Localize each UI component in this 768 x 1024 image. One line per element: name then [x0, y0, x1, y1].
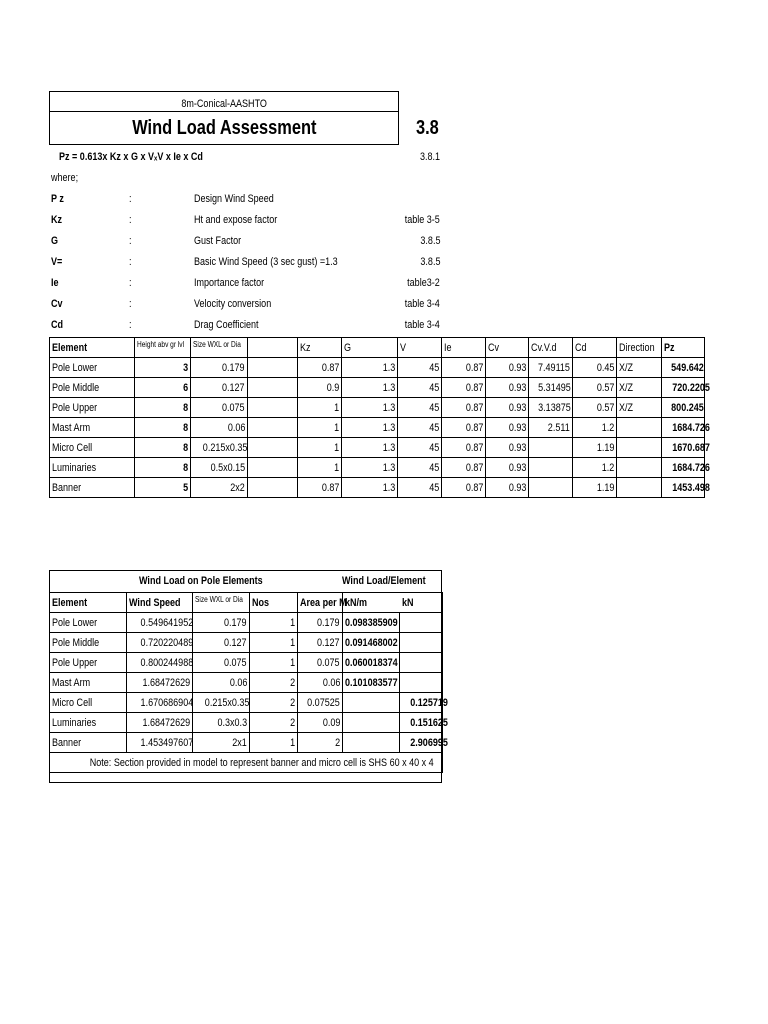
col-header: kN: [400, 593, 443, 613]
table-cell: 0.125719: [400, 693, 443, 713]
table-cell: 0.93: [486, 438, 529, 458]
table-cell: 0.5x0.15: [191, 458, 248, 478]
table-cell: 0.215x0.35: [193, 693, 250, 713]
table-cell: 1: [250, 653, 298, 673]
col-header: Nos: [250, 593, 298, 613]
table-cell: 0.101083577: [343, 673, 400, 693]
table-cell: 0.87: [442, 478, 486, 498]
table-cell: 0.075: [298, 653, 343, 673]
table-cell: [529, 438, 573, 458]
col-header: Cv: [486, 338, 529, 358]
def-description: Ht and expose factor: [194, 214, 278, 226]
table-cell: 2x1: [193, 733, 250, 753]
table-row: [50, 633, 443, 653]
table-cell: 1.68472629: [127, 673, 193, 693]
col-header: Height abv gr lvl: [135, 338, 191, 358]
table-cell: 3: [135, 358, 191, 378]
table-cell: [400, 653, 443, 673]
table-cell: Mast Arm: [50, 673, 127, 693]
table-cell: 0.800244988: [127, 653, 193, 673]
table-cell: 0.93: [486, 378, 529, 398]
def-colon: :: [129, 319, 132, 331]
table-row: [50, 358, 705, 378]
table-cell: 1684.726: [662, 458, 705, 478]
table-row: [50, 613, 443, 633]
table-cell: 0.075: [191, 398, 248, 418]
page-title: Wind Load Assessment: [131, 117, 317, 139]
table-cell: 1.3: [342, 458, 398, 478]
table-cell: 0.87: [442, 458, 486, 478]
def-symbol: Kz: [51, 214, 63, 226]
col-header: [248, 338, 298, 358]
table-cell: X/Z: [617, 358, 662, 378]
section-note: Note: Section provided in model to represent banner and micro cell is SHS 60 x 40 x 4: [50, 753, 443, 773]
def-colon: :: [129, 256, 132, 268]
def-reference: table 3-5: [404, 214, 440, 226]
table-cell: Pole Upper: [50, 398, 135, 418]
table-cell: Pole Lower: [50, 613, 127, 633]
def-symbol: Ie: [51, 277, 59, 289]
wind-load-table: [49, 337, 710, 498]
def-symbol: V=: [51, 256, 63, 268]
table-cell: 45: [398, 398, 442, 418]
table-cell: 1.2: [573, 458, 617, 478]
section-number: 3.8: [416, 117, 439, 139]
def-reference: table3-2: [407, 277, 440, 289]
table-cell: [400, 633, 443, 653]
table-row: [50, 478, 705, 498]
table-cell: 7.49115: [529, 358, 573, 378]
def-description: Design Wind Speed: [194, 193, 274, 205]
table-cell: 0.3x0.3: [193, 713, 250, 733]
table-cell: [617, 478, 662, 498]
table-cell: Pole Lower: [50, 358, 135, 378]
table-row: [50, 438, 705, 458]
table-cell: 1453.498: [662, 478, 705, 498]
table-row: [50, 713, 443, 733]
table-cell: 1.68472629: [127, 713, 193, 733]
table-cell: [343, 713, 400, 733]
table-cell: 0.93: [486, 358, 529, 378]
col-header: Ie: [442, 338, 486, 358]
def-description: Velocity conversion: [194, 298, 272, 310]
pole-elements-table: [49, 592, 448, 773]
def-description: Importance factor: [194, 277, 265, 289]
table-cell: 45: [398, 438, 442, 458]
table-cell: 0.93: [486, 398, 529, 418]
table-cell: 0.098385909: [343, 613, 400, 633]
table-cell: 0.87: [298, 478, 342, 498]
table-cell: 6: [135, 378, 191, 398]
table-row: [50, 673, 443, 693]
def-reference: 3.8.5: [419, 256, 440, 268]
formula: Pz = 0.613x Kz x G x VₓV x Ie x Cd: [59, 151, 203, 163]
table-row: [50, 458, 705, 478]
table-cell: 0.87: [442, 418, 486, 438]
table-cell: 1.19: [573, 438, 617, 458]
col-header: Pz: [662, 338, 705, 358]
table-cell: 0.09: [298, 713, 343, 733]
col-header: Area per M: [298, 593, 343, 613]
table-cell: 1.3: [342, 378, 398, 398]
table-cell: 45: [398, 358, 442, 378]
table-cell: 1.3: [342, 358, 398, 378]
def-symbol: P z: [51, 193, 64, 205]
table-cell: [343, 693, 400, 713]
col-header: Direction: [617, 338, 662, 358]
table-cell: 720.2205: [662, 378, 705, 398]
table-cell: 0.93: [486, 458, 529, 478]
col-header: Cv.V.d: [529, 338, 573, 358]
table-cell: [617, 458, 662, 478]
table-cell: Mast Arm: [50, 418, 135, 438]
table-cell: 1: [298, 438, 342, 458]
table-cell: 0.07525: [298, 693, 343, 713]
def-colon: :: [129, 298, 132, 310]
table-cell: 549.642: [662, 358, 705, 378]
table-header-row: [50, 593, 443, 613]
table-header-row: [50, 338, 705, 358]
table-cell: 1.453497607: [127, 733, 193, 753]
table-cell: Luminaries: [50, 458, 135, 478]
table-cell: [400, 613, 443, 633]
table-cell: Micro Cell: [50, 693, 127, 713]
table-cell: [248, 378, 298, 398]
table-cell: 1: [298, 458, 342, 478]
table-cell: [529, 478, 573, 498]
table-cell: 0.720220489: [127, 633, 193, 653]
table-cell: 0.93: [486, 478, 529, 498]
table-cell: [248, 398, 298, 418]
table-cell: 0.06: [298, 673, 343, 693]
table-cell: 2x2: [191, 478, 248, 498]
table-cell: 5: [135, 478, 191, 498]
table-cell: 800.245: [662, 398, 705, 418]
note-row: [50, 753, 443, 773]
table-cell: 1: [250, 613, 298, 633]
table-cell: Luminaries: [50, 713, 127, 733]
table-cell: 2: [250, 673, 298, 693]
col-header: V: [398, 338, 442, 358]
table-cell: 45: [398, 418, 442, 438]
table-cell: [617, 418, 662, 438]
table-cell: [400, 673, 443, 693]
table-cell: 3.13875: [529, 398, 573, 418]
def-colon: :: [129, 214, 132, 226]
col-header: G: [342, 338, 398, 358]
col-header: kN/m: [343, 593, 400, 613]
def-description: Gust Factor: [194, 235, 242, 247]
table-cell: Pole Middle: [50, 633, 127, 653]
table-cell: Pole Upper: [50, 653, 127, 673]
table-cell: 1: [250, 733, 298, 753]
table-cell: 1.19: [573, 478, 617, 498]
where-label: where;: [51, 172, 79, 184]
table-cell: 0.87: [442, 378, 486, 398]
table-cell: 0.179: [191, 358, 248, 378]
table-cell: Banner: [50, 733, 127, 753]
table-cell: 0.9: [298, 378, 342, 398]
table-cell: 5.31495: [529, 378, 573, 398]
table-row: [50, 733, 443, 753]
table-row: [50, 653, 443, 673]
def-description: Basic Wind Speed (3 sec gust) =1.3: [194, 256, 338, 268]
table-cell: 2.511: [529, 418, 573, 438]
table-cell: 1670.687: [662, 438, 705, 458]
table-cell: 0.87: [298, 358, 342, 378]
table-cell: 8: [135, 438, 191, 458]
table-cell: 0.45: [573, 358, 617, 378]
def-colon: :: [129, 277, 132, 289]
table-cell: 0.93: [486, 418, 529, 438]
table-cell: 45: [398, 378, 442, 398]
def-colon: :: [129, 193, 132, 205]
table-cell: Micro Cell: [50, 438, 135, 458]
table-cell: 1684.726: [662, 418, 705, 438]
table-row: [50, 398, 705, 418]
table-cell: 1: [298, 418, 342, 438]
table2-title-right: Wind Load/Element: [342, 575, 426, 587]
table-row: [50, 693, 443, 713]
table-cell: 0.151625: [400, 713, 443, 733]
def-symbol: Cv: [51, 298, 63, 310]
table-cell: 45: [398, 478, 442, 498]
table-cell: 0.06: [193, 673, 250, 693]
def-reference: table 3-4: [404, 319, 440, 331]
table-cell: 1: [250, 633, 298, 653]
formula-ref: 3.8.1: [420, 151, 441, 163]
table-cell: 0.57: [573, 398, 617, 418]
table-cell: 0.549641952: [127, 613, 193, 633]
table-cell: X/Z: [617, 398, 662, 418]
def-symbol: Cd: [51, 319, 64, 331]
table-cell: [248, 478, 298, 498]
col-header: Kz: [298, 338, 342, 358]
table-cell: 1.3: [342, 418, 398, 438]
table-cell: 2: [250, 713, 298, 733]
table-cell: 1.2: [573, 418, 617, 438]
table-cell: 0.215x0.35: [191, 438, 248, 458]
col-header: Wind Speed: [127, 593, 193, 613]
table-row: [50, 378, 705, 398]
table-cell: 2: [298, 733, 343, 753]
col-header: Cd: [573, 338, 617, 358]
table-cell: 0.127: [298, 633, 343, 653]
table-cell: 0.57: [573, 378, 617, 398]
table-cell: 45: [398, 458, 442, 478]
table-cell: 0.87: [442, 438, 486, 458]
table-cell: Banner: [50, 478, 135, 498]
table-cell: [248, 458, 298, 478]
table-cell: 2.906995: [400, 733, 443, 753]
table-cell: 1: [298, 398, 342, 418]
col-header: Element: [50, 593, 127, 613]
col-header: Element: [50, 338, 135, 358]
table-cell: 0.87: [442, 398, 486, 418]
table-cell: 0.87: [442, 358, 486, 378]
table-cell: [529, 458, 573, 478]
table-cell: [343, 733, 400, 753]
def-reference: table 3-4: [404, 298, 440, 310]
table2-title-left: Wind Load on Pole Elements: [139, 575, 263, 587]
table-cell: [248, 358, 298, 378]
table-cell: 1.3: [342, 398, 398, 418]
table-cell: 0.179: [298, 613, 343, 633]
table-cell: 1.3: [342, 438, 398, 458]
table-row: [50, 418, 705, 438]
table-cell: 0.179: [193, 613, 250, 633]
table-cell: 0.060018374: [343, 653, 400, 673]
code-label: 8m-Conical-AASHTO: [181, 98, 267, 110]
table-cell: 8: [135, 418, 191, 438]
table-cell: 0.06: [191, 418, 248, 438]
table-cell: 8: [135, 398, 191, 418]
table-cell: 0.091468002: [343, 633, 400, 653]
table-cell: 0.127: [191, 378, 248, 398]
table-cell: [248, 418, 298, 438]
table-cell: Pole Middle: [50, 378, 135, 398]
table-cell: 1.3: [342, 478, 398, 498]
def-symbol: G: [51, 235, 59, 247]
table-cell: 0.075: [193, 653, 250, 673]
table-cell: 2: [250, 693, 298, 713]
def-reference: 3.8.5: [419, 235, 440, 247]
col-header: Size WXL or Dia: [193, 593, 250, 613]
table-cell: 8: [135, 458, 191, 478]
table-cell: 1.670686904: [127, 693, 193, 713]
def-description: Drag Coefficient: [194, 319, 259, 331]
table-cell: 0.127: [193, 633, 250, 653]
col-header: Size WXL or Dia: [191, 338, 248, 358]
def-colon: :: [129, 235, 132, 247]
table-cell: [248, 438, 298, 458]
table-cell: [617, 438, 662, 458]
table-cell: X/Z: [617, 378, 662, 398]
